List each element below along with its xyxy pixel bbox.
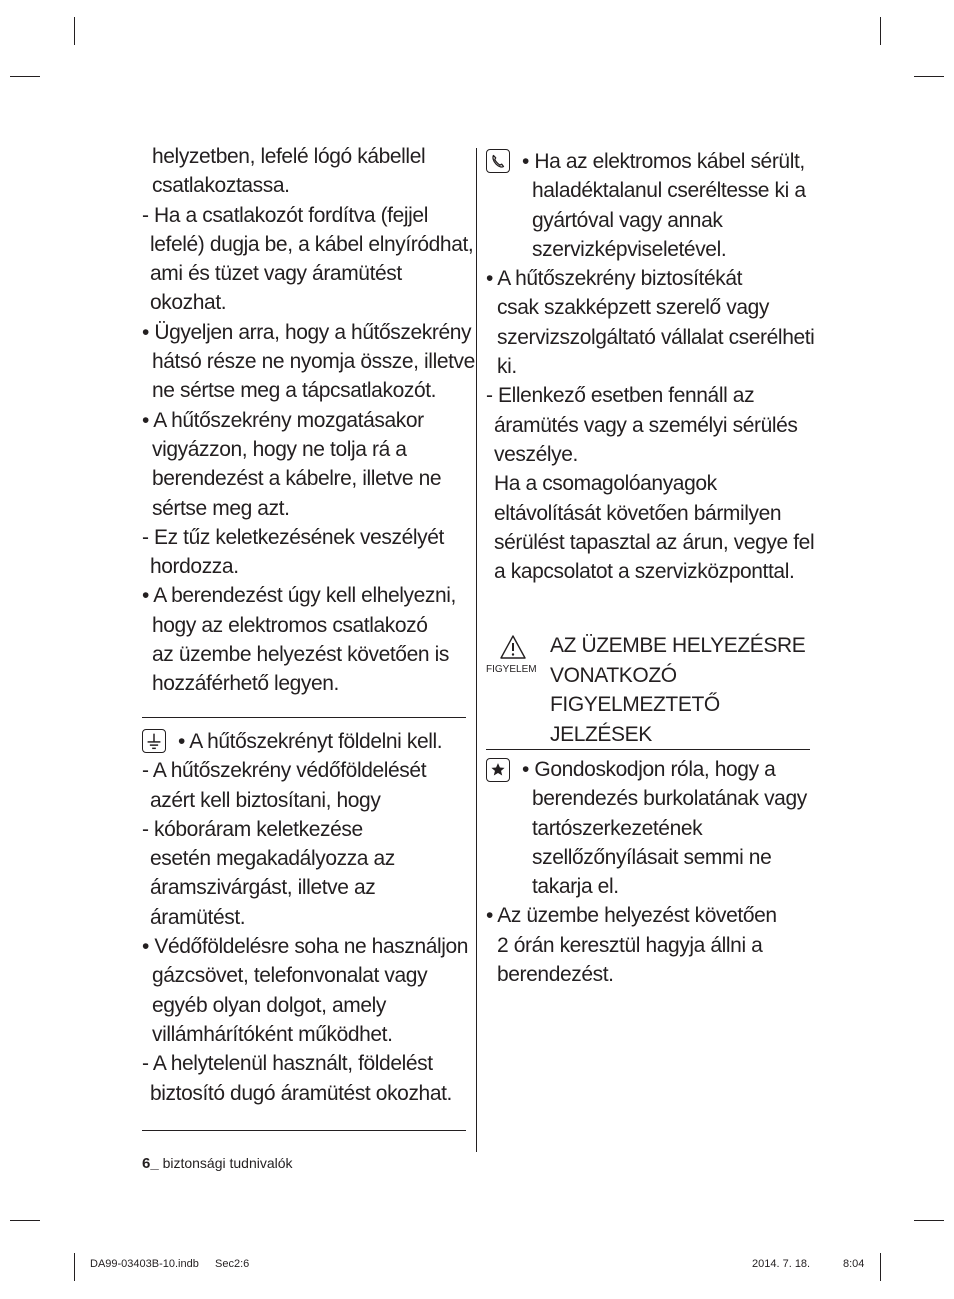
page-footer — [142, 1155, 293, 1172]
crop-mark — [914, 76, 944, 77]
text-line: • A hűtőszekrény mozgatásakor — [142, 408, 424, 432]
crop-mark — [74, 1253, 75, 1281]
text-line: ami és tüzet vagy áramütést — [150, 262, 402, 286]
text-line: lefelé) dugja be, a kábel elnyíródhat, — [150, 232, 474, 256]
text-line: takarja el. — [532, 875, 619, 899]
section-rule — [486, 749, 810, 750]
section-heading — [550, 631, 820, 749]
crop-mark — [74, 17, 75, 45]
warning-triangle-icon — [499, 634, 527, 660]
slug-date: 2014. 7. 18. — [752, 1258, 811, 1270]
section-rule — [142, 717, 466, 718]
text-line: berendezés burkolatának vagy — [532, 787, 807, 811]
text-line: • Ha az elektromos kábel sérült, — [522, 150, 805, 173]
text-line: hozzáférhető legyen. — [152, 672, 339, 696]
left-column-bottom — [142, 727, 472, 1108]
text-line: az üzembe helyezést követően is — [152, 643, 449, 667]
text-line: Ha a csomagolóanyagok — [494, 472, 717, 496]
text-line: okozhat. — [150, 291, 227, 315]
text-line: • Az üzembe helyezést követően — [486, 904, 777, 928]
text-line: hogy az elektromos csatlakozó — [152, 613, 428, 637]
text-line: • A hűtőszekrényt földelni kell. — [178, 730, 443, 753]
text-line: ne sértse meg a tápcsatlakozót. — [152, 379, 437, 403]
text-line: • Védőföldelésre soha ne használjon — [142, 935, 469, 959]
text-line: biztosító dugó áramütést okozhat. — [150, 1081, 452, 1105]
heading-line: AZ ÜZEMBE HELYEZÉSRE — [550, 634, 806, 657]
text-line: ki. — [497, 355, 517, 379]
text-line: helyzetben, lefelé lógó kábellel — [152, 145, 426, 168]
text-line: eltávolítását követően bármilyen — [494, 501, 782, 525]
text-line: berendezést. — [497, 963, 614, 987]
text-line: • A hűtőszekrény biztosítékát — [486, 267, 743, 291]
text-line: - A helytelenül használt, földelést — [142, 1052, 433, 1076]
text-line: - Ez tűz keletkezésének veszélyét — [142, 525, 444, 549]
text-line: azért kell biztosítani, hogy — [150, 788, 381, 812]
text-line: áramszivárgást, illetve az — [150, 876, 376, 900]
text-line: - kóboráram keletkezése — [142, 817, 363, 841]
crop-mark — [10, 1220, 40, 1221]
text-line: hátsó része ne nyomja össze, illetve — [152, 350, 475, 374]
text-line: sértse meg azt. — [152, 496, 290, 520]
text-line: tartószerkezetének — [532, 816, 703, 840]
left-column-top — [142, 142, 475, 699]
text-line: szervizképviseletével. — [532, 237, 727, 261]
text-line: áramütést. — [150, 905, 246, 929]
crop-mark — [914, 1220, 944, 1221]
text-line: 2 órán keresztül hagyja állni a — [497, 933, 763, 957]
slug-section: Sec2:6 — [215, 1258, 250, 1270]
text-line: sérülést tapasztal az árun, vegye fel — [494, 530, 815, 554]
crop-mark — [880, 1253, 881, 1281]
footer-rule — [142, 1130, 466, 1131]
footer-section: biztonsági tudnivalók — [162, 1155, 293, 1171]
text-line: • Gondoskodjon róla, hogy a — [522, 758, 776, 781]
heading-line: VONATKOZÓ — [550, 663, 677, 687]
crop-mark — [880, 17, 881, 45]
text-line: csatlakoztassa. — [152, 174, 290, 198]
text-line: villámhárítóként működhet. — [152, 1022, 393, 1046]
slug-file: DA99-03403B-10.indb — [90, 1258, 199, 1270]
column-divider — [476, 148, 477, 1152]
text-line: esetén megakadályozza az — [150, 847, 395, 871]
text-line: haladéktalanul cseréltesse ki a — [532, 179, 806, 203]
text-line: áramütés vagy a személyi sérülés — [494, 413, 798, 437]
text-line: vigyázzon, hogy ne tolja rá a — [152, 437, 407, 461]
text-line: gyártóval vagy annak — [532, 208, 723, 232]
page-number: 6_ — [142, 1155, 159, 1172]
heading-line: FIGYELMEZTETŐ — [550, 693, 720, 716]
text-line: gázcsövet, telefonvonalat vagy — [152, 964, 428, 988]
text-line: a kapcsolatot a szervizközponttal. — [494, 560, 795, 584]
slug-time: 8:04 — [843, 1258, 865, 1270]
text-line: hordozza. — [150, 555, 239, 579]
right-column-top — [486, 147, 818, 586]
text-line: - Ellenkező esetben fennáll az — [486, 384, 755, 408]
crop-mark — [10, 76, 40, 77]
heading-line: JELZÉSEK — [550, 722, 652, 746]
text-line: • A berendezést úgy kell elhelyezni, — [142, 584, 456, 608]
text-line: - A hűtőszekrény védőföldelését — [142, 759, 427, 783]
warning-label: FIGYELEM — [486, 664, 537, 675]
text-line: berendezést a kábelre, illetve ne — [152, 467, 442, 491]
text-line: egyéb olyan dolgot, amely — [152, 993, 386, 1017]
text-line: szervizszolgáltató vállalat cserélheti — [497, 325, 815, 349]
right-column-bottom — [486, 755, 818, 989]
text-line: csak szakképzett szerelő vagy — [497, 296, 770, 320]
text-line: szellőzőnyílásait semmi ne — [532, 845, 772, 869]
text-line: - Ha a csatlakozót fordítva (fejjel — [142, 203, 428, 227]
text-line: • Ügyeljen arra, hogy a hűtőszekrény — [142, 320, 472, 344]
text-line: veszélye. — [494, 442, 578, 466]
